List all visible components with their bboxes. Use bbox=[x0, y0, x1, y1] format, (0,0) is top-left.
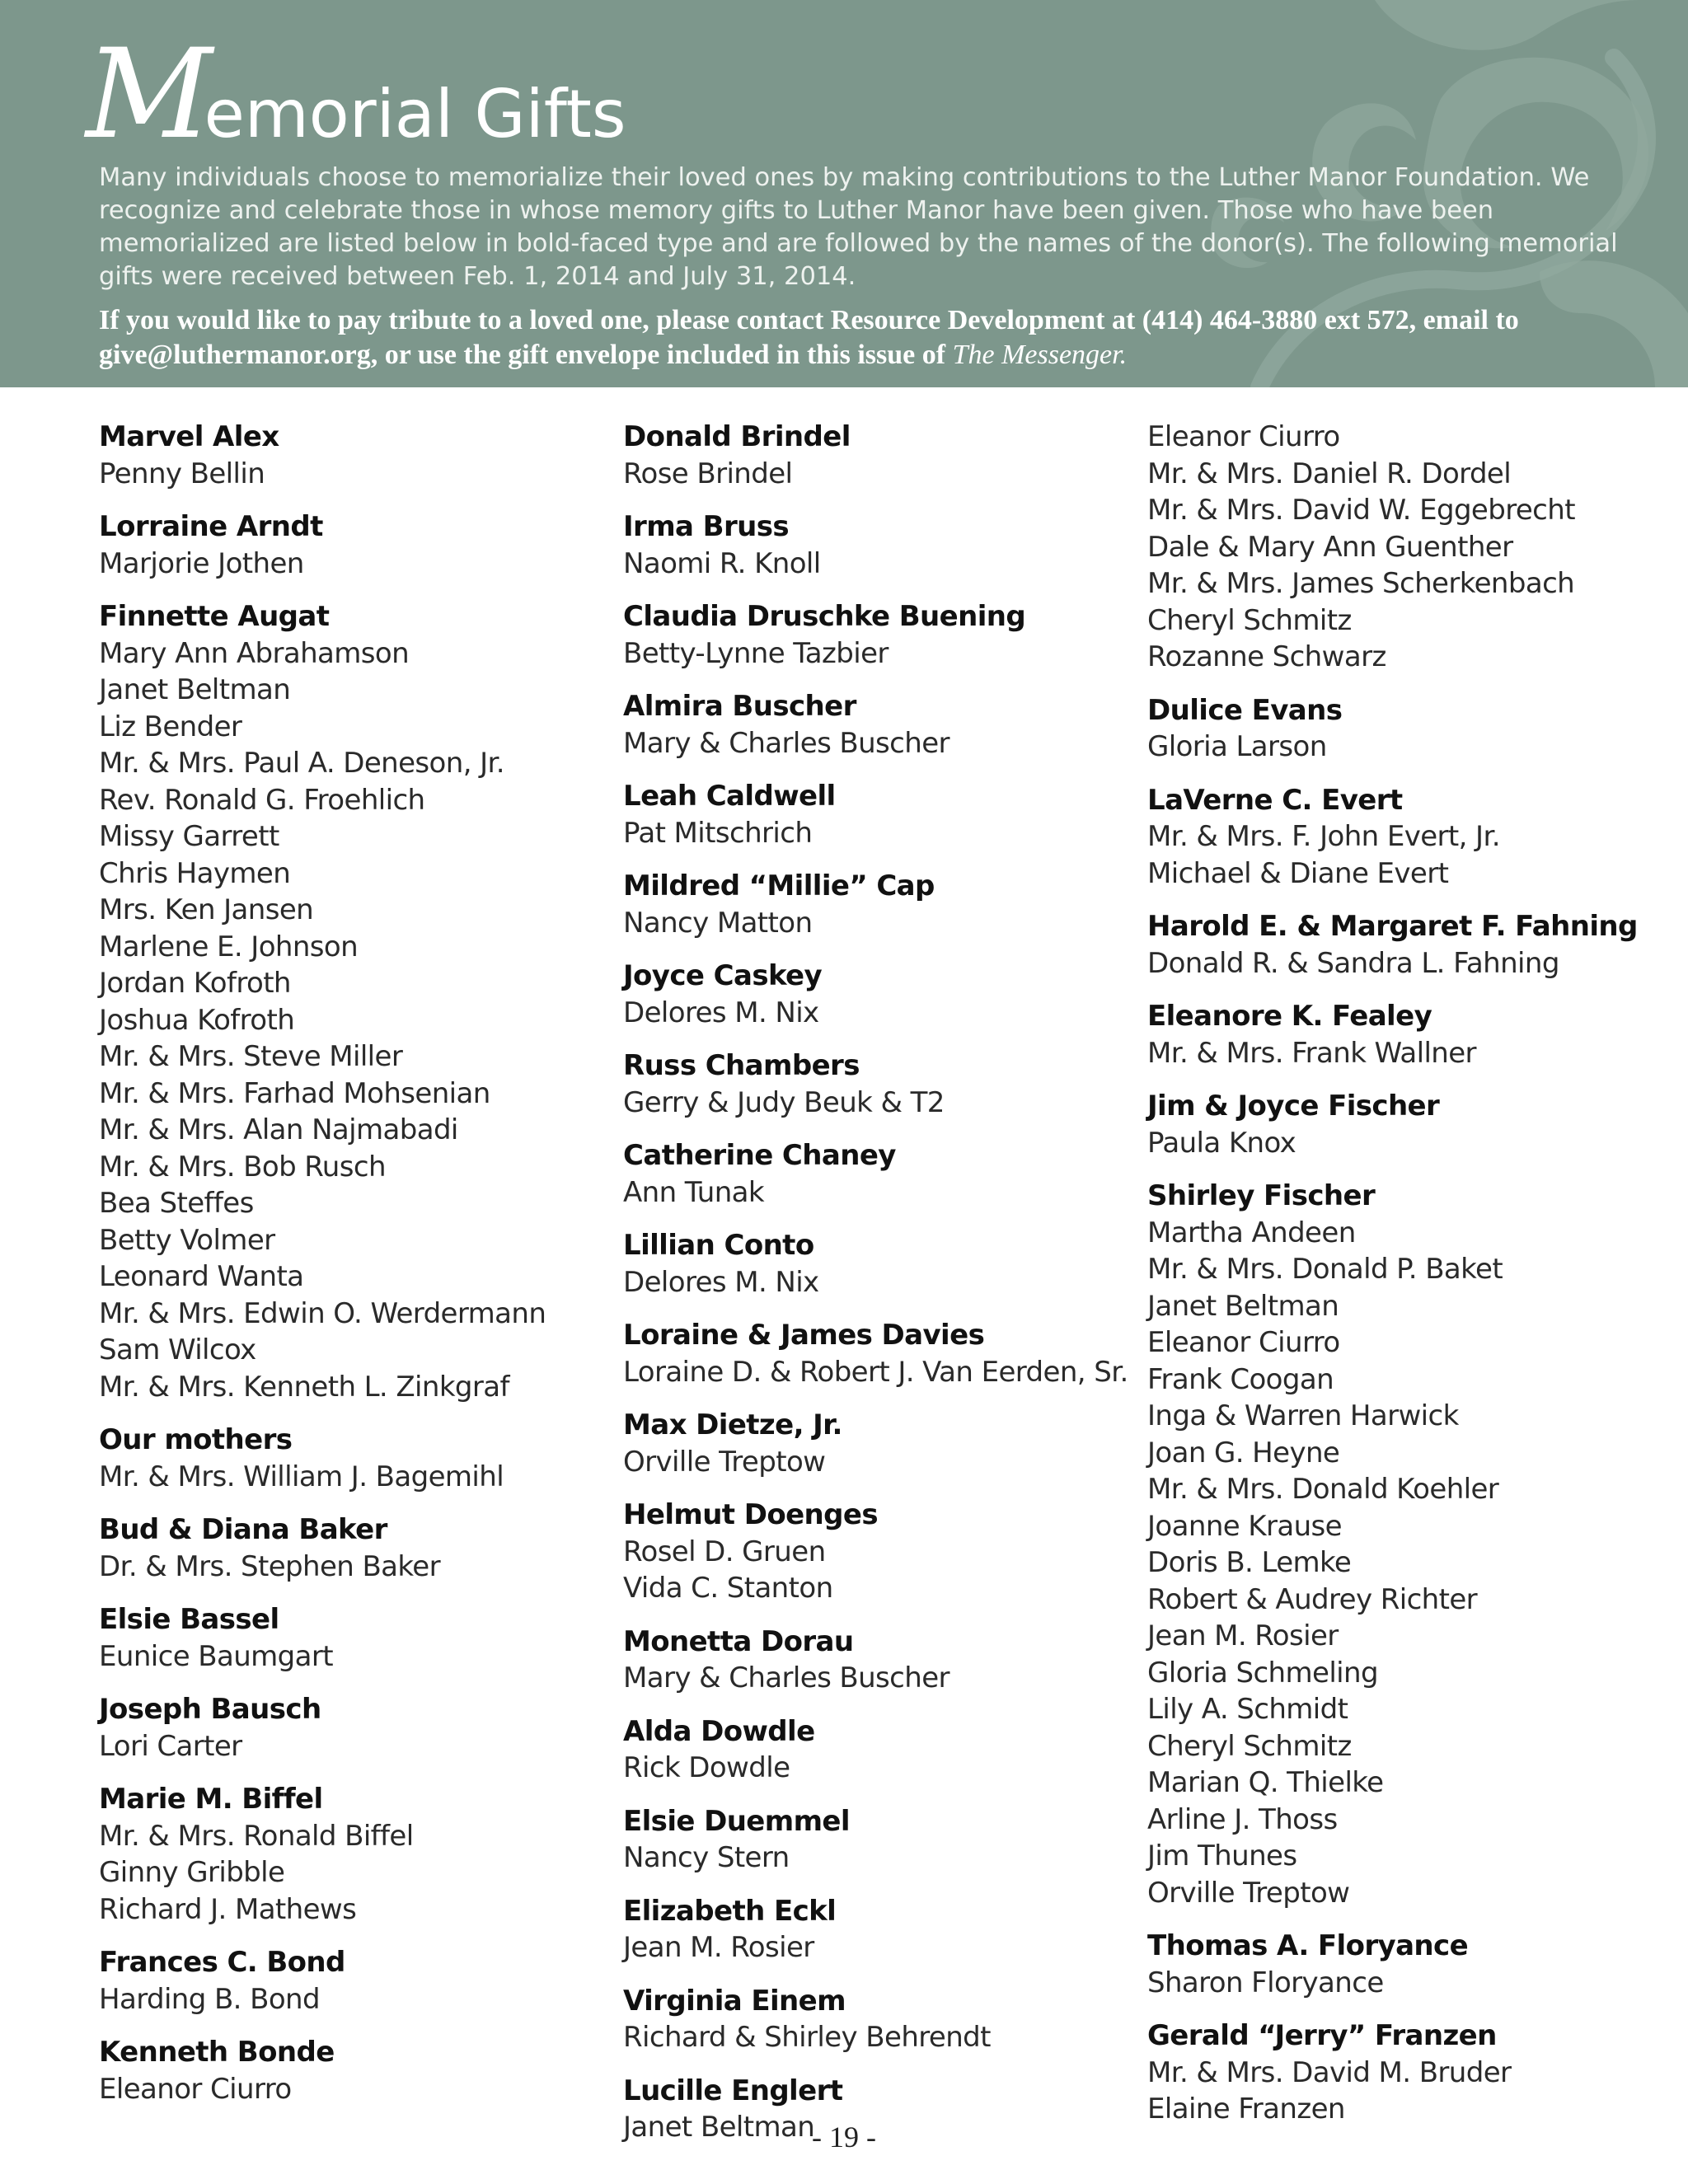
memorial-entry bbox=[1147, 419, 1658, 676]
donor-name: Pat Mitschrich bbox=[623, 816, 813, 850]
memorial-entry bbox=[99, 1601, 610, 1675]
memorial-entry bbox=[1147, 2018, 1658, 2128]
donor-name: Mr. & Mrs. Kenneth L. Zinkgraf bbox=[99, 1370, 509, 1404]
donor-name: Rose Brindel bbox=[623, 457, 793, 490]
donor-name: Marian Q. Thielke bbox=[1147, 1766, 1384, 1799]
donor-name: Mr. & Mrs. Steve Miller bbox=[99, 1040, 403, 1073]
honoree-name: Shirley Fischer bbox=[1147, 1179, 1376, 1212]
honoree-name: Lillian Conto bbox=[623, 1229, 814, 1262]
honoree-name: Irma Bruss bbox=[623, 510, 789, 543]
donor-name: Bea Steffes bbox=[99, 1187, 254, 1220]
donor-name: Sam Wilcox bbox=[99, 1333, 256, 1366]
donor-name: Mr. & Mrs. Paul A. Deneson, Jr. bbox=[99, 747, 504, 780]
honoree-name: Our mothers bbox=[99, 1423, 293, 1456]
donor-name: Janet Beltman bbox=[1147, 1289, 1339, 1323]
donor-name: Robert & Audrey Richter bbox=[1147, 1582, 1478, 1616]
honoree-name: Catherine Chaney bbox=[623, 1139, 896, 1172]
honoree-name: Marvel Alex bbox=[99, 420, 279, 453]
honoree-name: Russ Chambers bbox=[623, 1049, 860, 1082]
title-rest: emorial Gifts bbox=[204, 76, 626, 152]
donor-name: Mary Ann Abrahamson bbox=[99, 636, 410, 670]
donor-name: Missy Garrett bbox=[99, 820, 279, 853]
memorial-entry bbox=[99, 1781, 610, 1928]
honoree-name: Loraine & James Davies bbox=[623, 1319, 985, 1352]
donor-name: Sharon Floryance bbox=[1147, 1966, 1384, 1999]
donor-name: Jean M. Rosier bbox=[1147, 1619, 1339, 1652]
donor-name: Mr. & Mrs. James Scherkenbach bbox=[1147, 567, 1575, 600]
donor-name: Mr. & Mrs. F. John Evert, Jr. bbox=[1147, 820, 1500, 853]
honoree-name: Lucille Englert bbox=[623, 2074, 843, 2107]
donor-name: Harding B. Bond bbox=[99, 1982, 320, 2016]
honoree-name: Thomas A. Floryance bbox=[1147, 1929, 1469, 1962]
donor-name: Mr. & Mrs. Farhad Mohsenian bbox=[99, 1076, 490, 1110]
donor-name: Liz Bender bbox=[99, 710, 242, 743]
memorial-entry bbox=[623, 1983, 1134, 2056]
memorial-entry bbox=[1147, 1178, 1658, 1911]
memorial-entry bbox=[623, 778, 1134, 851]
donor-name: Gloria Larson bbox=[1147, 730, 1327, 763]
honoree-name: Marie M. Biffel bbox=[99, 1783, 323, 1816]
donor-name: Leonard Wanta bbox=[99, 1260, 304, 1293]
memorial-column-2 bbox=[623, 419, 1134, 2163]
donor-name: Eleanor Ciurro bbox=[99, 2072, 292, 2106]
honoree-name: Frances C. Bond bbox=[99, 1946, 345, 1979]
donor-name: Nancy Stern bbox=[623, 1841, 790, 1874]
honoree-name: Donald Brindel bbox=[623, 420, 851, 453]
memorial-entry bbox=[99, 509, 610, 582]
donor-name: Richard J. Mathews bbox=[99, 1892, 357, 1926]
honoree-name: Almira Buscher bbox=[623, 690, 856, 723]
donor-name: Mr. & Mrs. William J. Bagemihl bbox=[99, 1460, 504, 1493]
memorial-entry bbox=[623, 1497, 1134, 1607]
honoree-name: Bud & Diana Baker bbox=[99, 1513, 387, 1546]
honoree-name: Gerald “Jerry” Franzen bbox=[1147, 2019, 1497, 2052]
memorial-entry bbox=[623, 958, 1134, 1031]
memorial-entry bbox=[1147, 998, 1658, 1071]
donor-name: Donald R. & Sandra L. Fahning bbox=[1147, 946, 1559, 980]
donor-name: Richard & Shirley Behrendt bbox=[623, 2021, 991, 2054]
donor-name: Arline J. Thoss bbox=[1147, 1802, 1338, 1836]
memorial-column-1 bbox=[99, 419, 610, 2124]
donor-name: Dale & Mary Ann Guenther bbox=[1147, 530, 1513, 564]
donor-name: Jim Thunes bbox=[1147, 1840, 1297, 1872]
honoree-name: Virginia Einem bbox=[623, 1984, 846, 2018]
donor-name: Mrs. Ken Jansen bbox=[99, 893, 314, 926]
memorial-entry bbox=[1147, 908, 1658, 982]
honoree-name: Joyce Caskey bbox=[623, 959, 823, 992]
memorial-entry bbox=[1147, 1928, 1658, 2001]
donor-name: Mr. & Mrs. Donald Koehler bbox=[1147, 1473, 1499, 1506]
donor-name: Mr. & Mrs. Alan Najmabadi bbox=[99, 1113, 458, 1146]
honoree-name: Dulice Evans bbox=[1147, 693, 1343, 727]
honoree-name: Claudia Druschke Buening bbox=[623, 600, 1026, 633]
donor-name: Rozanne Schwarz bbox=[1147, 640, 1386, 673]
donor-name: Lori Carter bbox=[99, 1729, 242, 1763]
honoree-name: Jim & Joyce Fischer bbox=[1147, 1090, 1440, 1122]
donor-name: Marjorie Jothen bbox=[99, 546, 304, 580]
memorial-column-3 bbox=[1147, 419, 1658, 2144]
memorial-entry bbox=[623, 1407, 1134, 1480]
donor-name: Mr. & Mrs. Frank Wallner bbox=[1147, 1036, 1476, 1070]
honoree-name: Elsie Duemmel bbox=[623, 1804, 850, 1838]
donor-name: Ann Tunak bbox=[623, 1175, 764, 1209]
donor-name: Mary & Charles Buscher bbox=[623, 1661, 950, 1694]
donor-name: Frank Coogan bbox=[1147, 1362, 1334, 1396]
memorial-entry bbox=[623, 1713, 1134, 1787]
honoree-name: Elsie Bassel bbox=[99, 1603, 279, 1636]
memorial-entry bbox=[623, 1317, 1134, 1390]
donor-name: Jean M. Rosier bbox=[623, 1931, 814, 1964]
memorial-entry bbox=[1147, 692, 1658, 766]
memorial-entry bbox=[623, 1893, 1134, 1966]
page-title bbox=[86, 23, 626, 166]
honoree-name: Harold E. & Margaret F. Fahning bbox=[1147, 910, 1638, 943]
memorial-entry bbox=[623, 688, 1134, 762]
donor-name: Michael & Diane Evert bbox=[1147, 856, 1449, 890]
contact-text: If you would like to pay tribute to a loved one, please contact Resource Development at (414) 464-3880 ext 572, email to give@luthermanor.org, or use the gift envelope included in this issue of bbox=[99, 305, 1519, 370]
donor-name: Mary & Charles Buscher bbox=[623, 726, 950, 760]
memorial-entry bbox=[99, 1944, 610, 2018]
donor-name: Paula Knox bbox=[1147, 1126, 1296, 1160]
donor-name: Mr. & Mrs. Bob Rusch bbox=[99, 1150, 386, 1183]
memorial-entry bbox=[623, 1227, 1134, 1301]
donor-name: Gloria Schmeling bbox=[1147, 1656, 1378, 1690]
donor-name: Eunice Baumgart bbox=[99, 1639, 334, 1673]
donor-name: Betty-Lynne Tazbier bbox=[623, 636, 889, 670]
memorial-entry bbox=[623, 1137, 1134, 1211]
honoree-name: Alda Dowdle bbox=[623, 1714, 815, 1748]
honoree-name: LaVerne C. Evert bbox=[1147, 783, 1403, 817]
header-banner bbox=[0, 0, 1688, 387]
donor-name: Ginny Gribble bbox=[99, 1856, 285, 1889]
donor-name: Betty Volmer bbox=[99, 1223, 275, 1257]
memorial-entry bbox=[623, 598, 1134, 672]
donor-name: Elaine Franzen bbox=[1147, 2093, 1345, 2125]
honoree-name: Kenneth Bonde bbox=[99, 2036, 335, 2069]
honoree-name: Max Dietze, Jr. bbox=[623, 1408, 842, 1441]
memorial-entry bbox=[99, 1691, 610, 1765]
donor-name: Mr. & Mrs. Ronald Biffel bbox=[99, 1819, 414, 1853]
donor-name: Lily A. Schmidt bbox=[1147, 1693, 1348, 1726]
donor-name: Chris Haymen bbox=[99, 856, 291, 890]
memorial-entry bbox=[623, 1047, 1134, 1121]
donor-name: Martha Andeen bbox=[1147, 1216, 1356, 1249]
donor-name: Mr. & Mrs. David M. Bruder bbox=[1147, 2055, 1512, 2089]
page-number: - 19 - bbox=[812, 2121, 876, 2154]
donor-name: Rick Dowdle bbox=[623, 1751, 790, 1784]
memorial-entry bbox=[99, 598, 610, 1405]
donor-name: Mr. & Mrs. David W. Eggebrecht bbox=[1147, 494, 1575, 527]
donor-name: Mr. & Mrs. Donald P. Baket bbox=[1147, 1253, 1503, 1286]
honoree-name: Finnette Augat bbox=[99, 600, 330, 633]
donor-name: Vida C. Stanton bbox=[623, 1572, 833, 1605]
honoree-name: Lorraine Arndt bbox=[99, 510, 323, 543]
donor-name: Loraine D. & Robert J. Van Eerden, Sr. bbox=[623, 1355, 1128, 1389]
donor-name: Marlene E. Johnson bbox=[99, 930, 359, 963]
contact-paragraph bbox=[99, 303, 1648, 373]
donor-name: Joan G. Heyne bbox=[1147, 1436, 1340, 1469]
memorial-entry bbox=[623, 509, 1134, 582]
memorial-entry bbox=[99, 1511, 610, 1585]
donor-name: Rev. Ronald G. Froehlich bbox=[99, 783, 425, 817]
memorial-entry bbox=[623, 868, 1134, 941]
memorial-entry bbox=[99, 2034, 610, 2107]
donor-name: Penny Bellin bbox=[99, 457, 265, 490]
honoree-name: Leah Caldwell bbox=[623, 780, 836, 813]
honoree-name: Eleanore K. Fealey bbox=[1147, 1000, 1432, 1033]
memorial-entry bbox=[623, 1624, 1134, 1697]
donor-name: Inga & Warren Harwick bbox=[1147, 1399, 1459, 1432]
donor-name: Janet Beltman bbox=[623, 2111, 815, 2144]
donor-name: Cheryl Schmitz bbox=[1147, 1729, 1352, 1763]
honoree-name: Monetta Dorau bbox=[623, 1624, 854, 1658]
donor-name: Naomi R. Knoll bbox=[623, 546, 821, 580]
donor-name: Mr. & Mrs. Edwin O. Werdermann bbox=[99, 1296, 546, 1330]
title-initial: M bbox=[86, 23, 209, 166]
memorial-entry bbox=[1147, 1088, 1658, 1161]
honoree-name: Elizabeth Eckl bbox=[623, 1894, 837, 1928]
intro-paragraph: Many individuals choose to memorialize their loved ones by making contributions to the Luther Manor Foundation. We recognize and celebrate those in whose memory gifts to Luther Manor have been given. Those who have been memorialized are listed below in bold-faced type and are followed by the names of the donor(s). The following memorial gifts were received between Feb. 1, 2014 and July 31, 2014. bbox=[99, 163, 1618, 291]
memorial-entry bbox=[99, 1422, 610, 1495]
memorial-entry bbox=[1147, 782, 1658, 893]
donor-name: Orville Treptow bbox=[1147, 1876, 1350, 1910]
donor-name: Cheryl Schmitz bbox=[1147, 603, 1352, 637]
donor-name: Gerry & Judy Beuk & T2 bbox=[623, 1085, 945, 1119]
donor-name: Dr. & Mrs. Stephen Baker bbox=[99, 1549, 440, 1583]
donor-name: Mr. & Mrs. Daniel R. Dordel bbox=[1147, 457, 1512, 490]
donor-name: Delores M. Nix bbox=[623, 996, 819, 1029]
donor-name: Rosel D. Gruen bbox=[623, 1535, 826, 1568]
donor-name: Joshua Kofroth bbox=[99, 1003, 295, 1037]
memorial-entry bbox=[623, 1803, 1134, 1877]
donor-name: Eleanor Ciurro bbox=[1147, 420, 1340, 453]
publication-name: The Messenger. bbox=[952, 340, 1128, 370]
donor-name: Doris B. Lemke bbox=[1147, 1546, 1352, 1579]
memorial-entry bbox=[99, 419, 610, 492]
honoree-name: Helmut Doenges bbox=[623, 1498, 878, 1531]
memorial-entry bbox=[623, 419, 1134, 492]
honoree-name: Joseph Bausch bbox=[99, 1693, 321, 1726]
donor-name: Delores M. Nix bbox=[623, 1265, 819, 1299]
honoree-name: Mildred “Millie” Cap bbox=[623, 869, 935, 902]
donor-name: Jordan Kofroth bbox=[99, 967, 291, 1000]
donor-name: Nancy Matton bbox=[623, 906, 813, 940]
donor-name: Orville Treptow bbox=[623, 1445, 826, 1479]
donor-name: Joanne Krause bbox=[1147, 1509, 1342, 1543]
donor-name: Eleanor Ciurro bbox=[1147, 1326, 1340, 1359]
donor-name: Janet Beltman bbox=[99, 673, 291, 706]
